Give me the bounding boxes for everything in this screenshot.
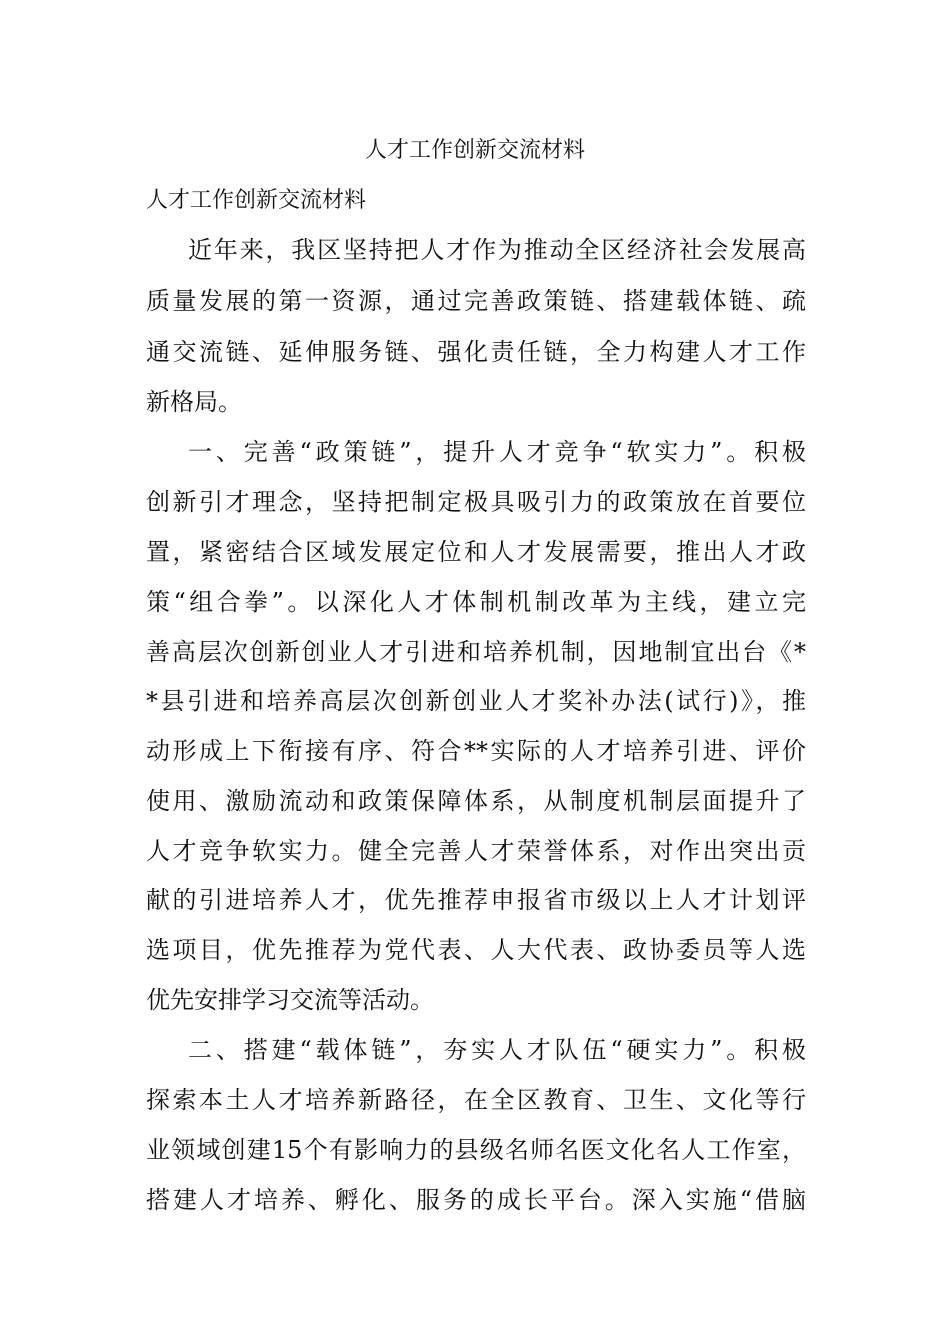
- paragraph-line: 选项目，优先推荐为党代表、人大代表、政协委员等人选: [146, 936, 806, 964]
- paragraph-line: 使用、激励流动和政策保障体系，从制度机制层面提升了: [146, 787, 806, 815]
- paragraph-line: 新格局。: [146, 388, 242, 416]
- paragraph-line: 通交流链、延伸服务链、强化责任链，全力构建人才工作: [146, 338, 806, 366]
- paragraph-line: 二、搭建“载体链”，夯实人才队伍“硬实力”。积极: [188, 1036, 806, 1064]
- paragraph-line: 优先安排学习交流等活动。: [146, 986, 434, 1014]
- paragraph-line: 献的引进培养人才，优先推荐申报省市级以上人才计划评: [146, 886, 806, 914]
- page-title: 人才工作创新交流材料: [364, 138, 585, 163]
- paragraph-line: *县引进和培养高层次创新创业人才奖补办法(试行)》，推: [146, 687, 806, 715]
- document-heading: 人才工作创新交流材料: [146, 188, 367, 213]
- paragraph-line: 策“组合拳”。以深化人才体制机制改革为主线，建立完: [146, 588, 806, 616]
- paragraph-line: 置，紧密结合区域发展定位和人才发展需要，推出人才政: [146, 538, 806, 566]
- paragraph-line: 近年来，我区坚持把人才作为推动全区经济社会发展高: [188, 236, 806, 264]
- paragraph-line: 人才竞争软实力。健全完善人才荣誉体系，对作出突出贡: [146, 837, 806, 865]
- paragraph-line: 探索本土人才培养新路径，在全区教育、卫生、文化等行: [146, 1086, 806, 1114]
- paragraph-line: 善高层次创新创业人才引进和培养机制，因地制宜出台《*: [146, 638, 806, 666]
- paragraph-line: 一、完善“政策链”，提升人才竞争“软实力”。积极: [188, 438, 806, 466]
- paragraph-line: 搭建人才培养、孵化、服务的成长平台。深入实施“借脑: [146, 1186, 806, 1214]
- paragraph-line: 业领域创建15个有影响力的县级名师名医文化名人工作室，: [146, 1136, 806, 1164]
- paragraph-line: 创新引才理念，坚持把制定极具吸引力的政策放在首要位: [146, 488, 806, 516]
- paragraph-line: 动形成上下衔接有序、符合**实际的人才培养引进、评价: [146, 737, 806, 765]
- paragraph-line: 质量发展的第一资源，通过完善政策链、搭建载体链、疏: [146, 287, 806, 315]
